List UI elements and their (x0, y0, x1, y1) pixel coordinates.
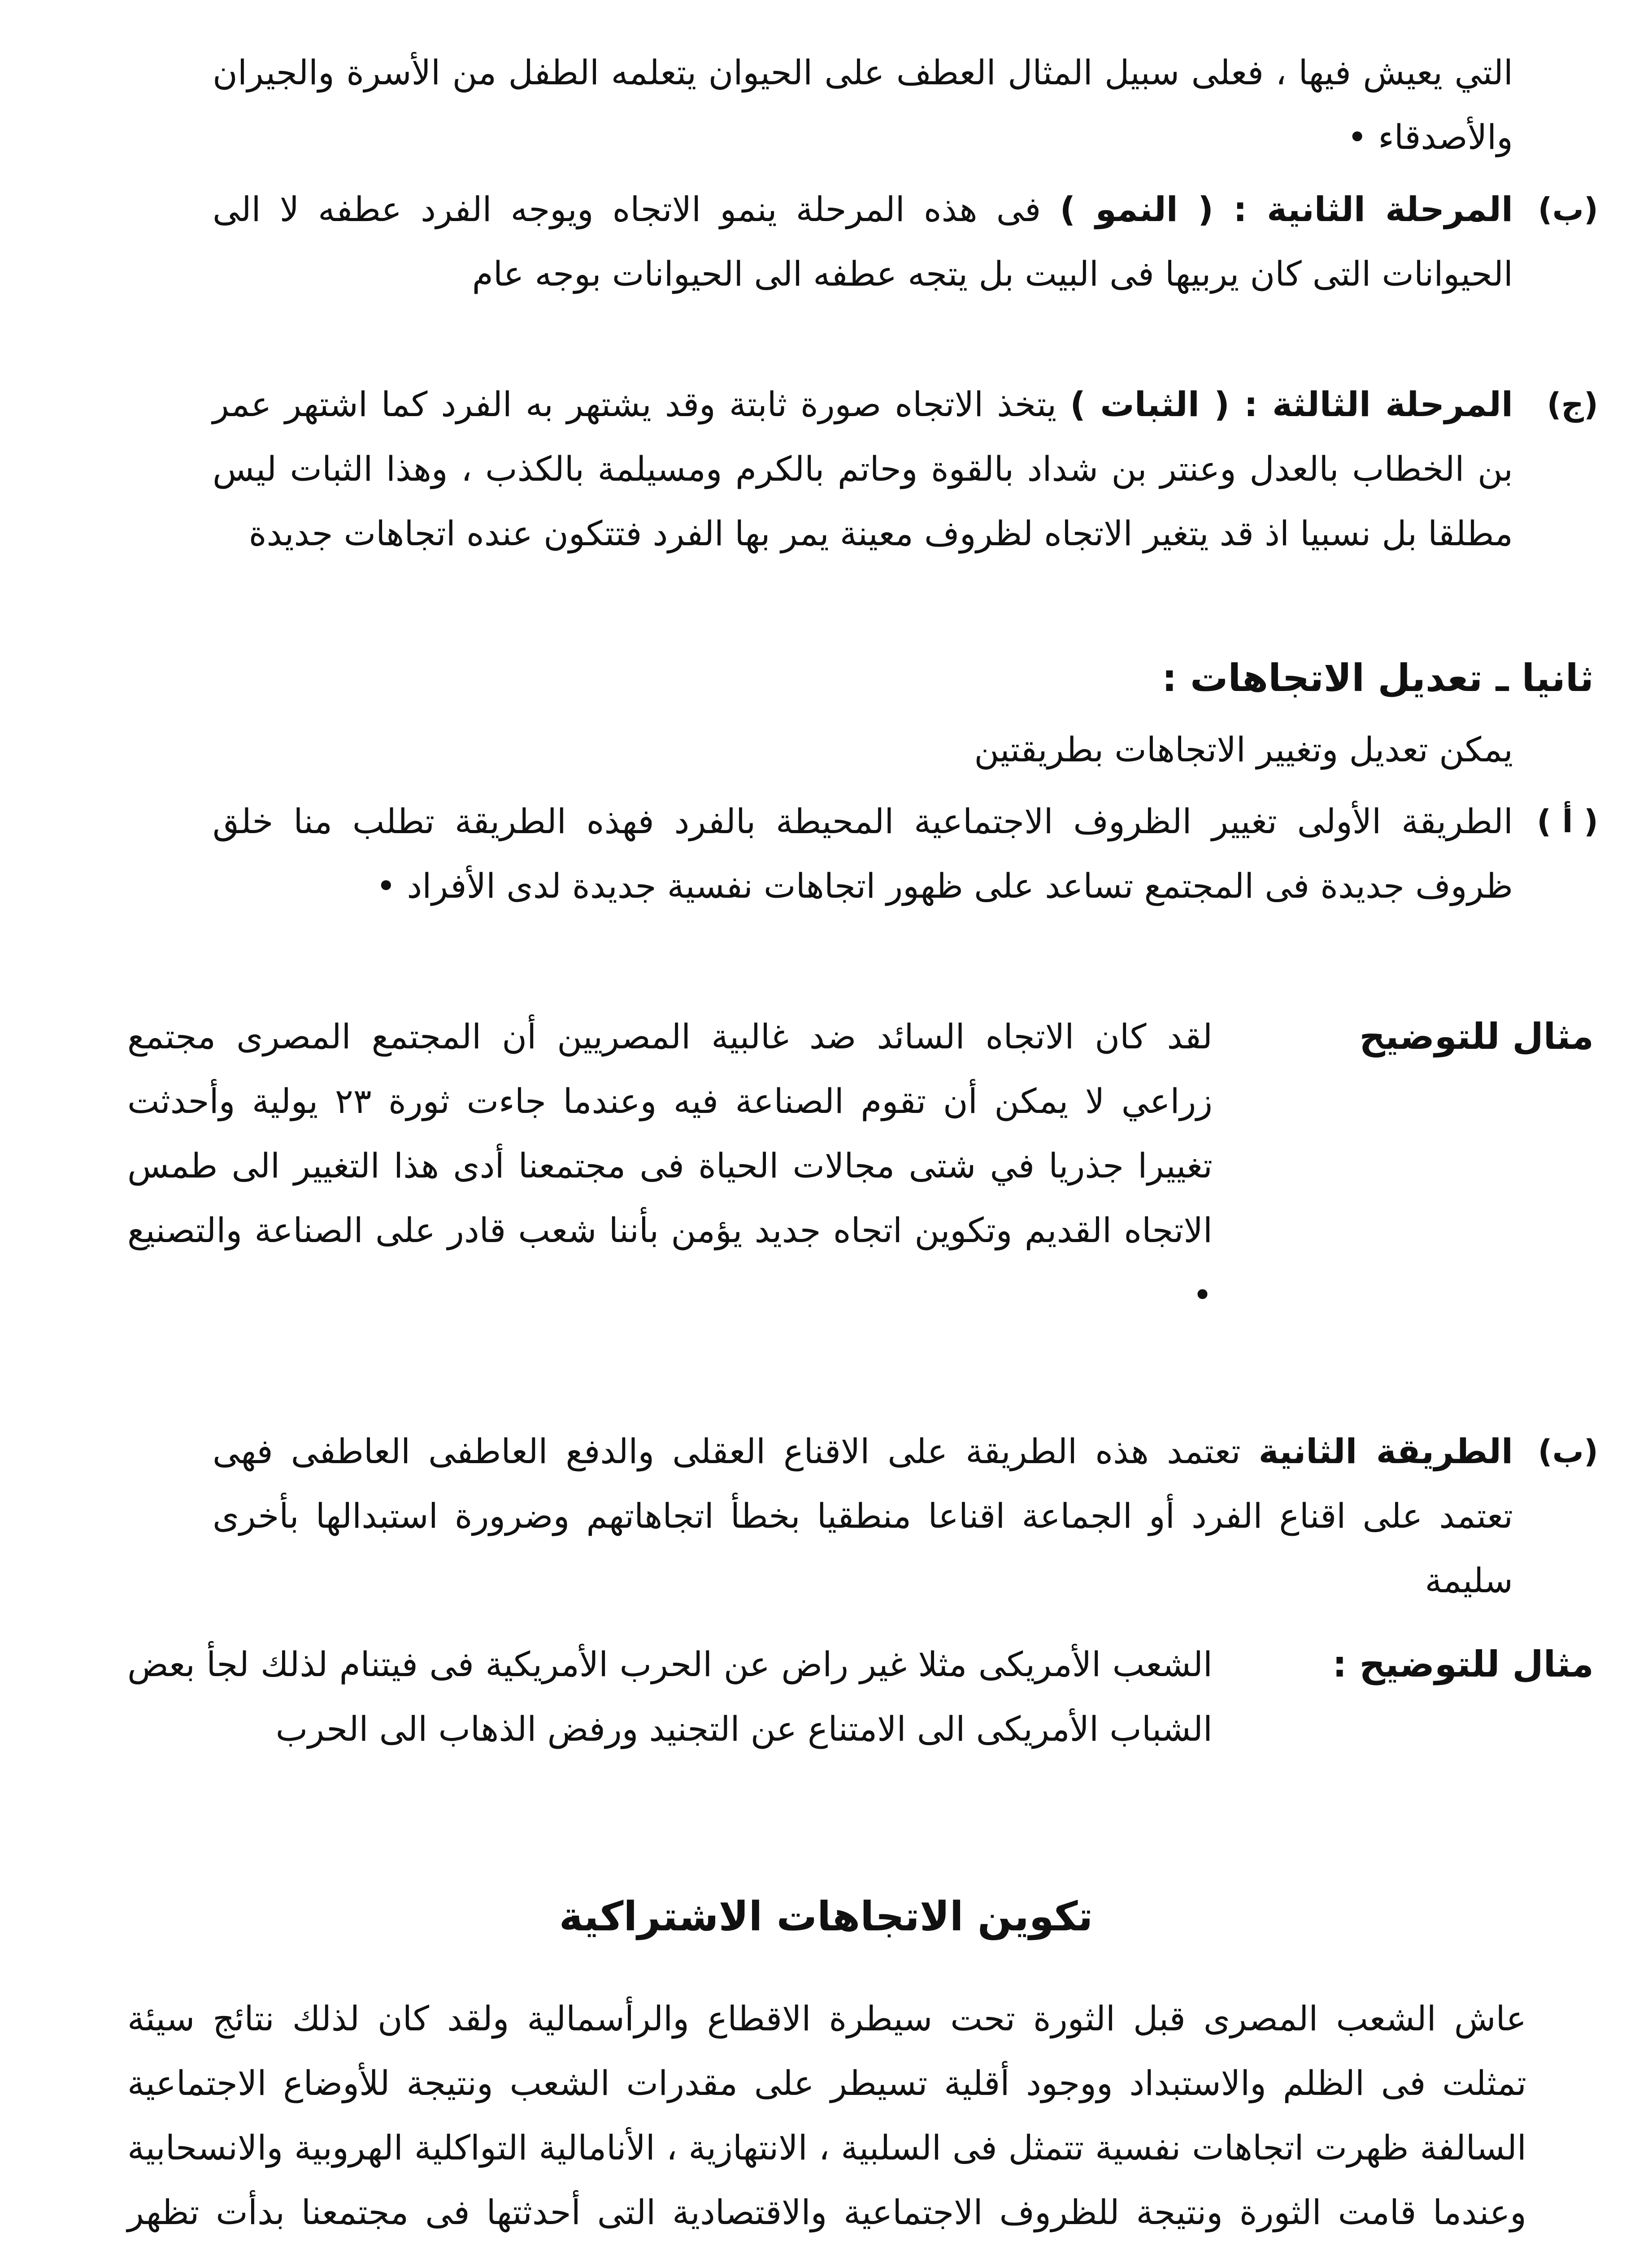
method2-text: تعتمد هذه الطريقة على الاقناع العقلى والدفع العاطفى العاطفى فهى تعتمد على اقناع الفرد أو الجماعة اقناعا منطقيا بخطأ اتجاهاتهم وضرورة استبدالها بأخرى سليمة (213, 1431, 1513, 1600)
intro-paragraph: التي يعيش فيها ، فعلى سبيل المثال العطف على الحيوان يتعلمه الطفل من الأسرة والجيران والأصدقاء • (213, 52, 1513, 157)
method2-marker: (ب) (1538, 1433, 1598, 1470)
method1-paragraph: الطريقة الأولى تغيير الظروف الاجتماعية المحيطة بالفرد فهذه الطريقة تطلب منا خلق ظروف جديدة فى المجتمع تساعد على ظهور اتجاهات نفسية جديدة لدى الأفراد • (213, 801, 1513, 906)
section3-title: تكوين الاتجاهات الاشتراكية (559, 1893, 1093, 1940)
method2-paragraph (213, 1419, 1513, 1613)
stage3-title: المرحلة الثالثة : ( الثبات ) (1070, 384, 1513, 424)
stage3-marker: (ج) (1547, 386, 1598, 423)
example1-label: مثال للتوضيح (1359, 1016, 1594, 1057)
stage2-marker: (ب) (1538, 191, 1598, 228)
stage3-paragraph (213, 372, 1513, 566)
stage2-text: فى هذه المرحلة ينمو الاتجاه ويوجه الفرد عطفه لا الى الحيوانات التى كان يربيها فى البيت بل يتجه عطفه الى الحيوانات بوجه عام (213, 189, 1513, 294)
stage2-title: المرحلة الثانية : ( النمو ) (1060, 189, 1513, 229)
stage3-text: يتخذ الاتجاه صورة ثابتة وقد يشتهر به الفرد كما اشتهر عمر بن الخطاب بالعدل وعنتر بن شداد بالقوة وحاتم بالكرم ومسيلمة بالكذب ، وهذا الثبات ليس مطلقا بل نسبيا اذ قد يتغير الاتجاه لظروف معينة يمر بها الفرد فتتكون عنده اتجاهات جديدة (213, 384, 1513, 553)
method1-marker: ( أ ) (1537, 803, 1598, 840)
stage2-paragraph (213, 177, 1513, 306)
example2-label: مثال للتوضيح : (1332, 1643, 1594, 1685)
section2-intro: يمكن تعديل وتغيير الاتجاهات بطريقتين (974, 730, 1513, 769)
method2-title: الطريقة الثانية (1258, 1431, 1513, 1471)
section3-paragraph: عاش الشعب المصرى قبل الثورة تحت سيطرة الاقطاع والرأسمالية ولقد كان لذلك نتائج سيئة تمثلت فى الظلم والاستبداد ووجود أقلية تسيطر على مقدرات الشعب ونتيجة للأوضاع الاجتماعية السالفة ظهرت اتجاهات نفسية تتمثل فى السلبية ، الانتهازية ، الأنامالية التواكلية الهروبية والانسحابية وعندما قامت الثورة ونتيجة للظروف الاجتماعية والاقتصادية التى أحدثتها فى مجتمعنا بدأت تظهر (127, 1999, 1526, 2232)
example2-text: الشعب الأمريكى مثلا غير راض عن الحرب الأمريكية فى فيتنام لذلك لجأ بعض الشباب الأمريكى الى الامتناع عن التجنيد ورفض الذهاب الى الحرب (127, 1644, 1213, 1749)
section2-heading: ثانيا ـ تعديل الاتجاهات : (1162, 656, 1594, 700)
example1-text: لقد كان الاتجاه السائد ضد غالبية المصريين أن المجتمع المصرى مجتمع زراعي لا يمكن أن تقوم الصناعة فيه وعندما جاءت ثورة ٢٣ يولية وأحدثت تغييرا جذريا في شتى مجالات الحياة فى مجتمعنا أدى هذا التغيير الى طمس الاتجاه القديم وتكوين اتجاه جديد يؤمن بأننا شعب قادر على الصناعة والتصنيع • (127, 1017, 1213, 1315)
